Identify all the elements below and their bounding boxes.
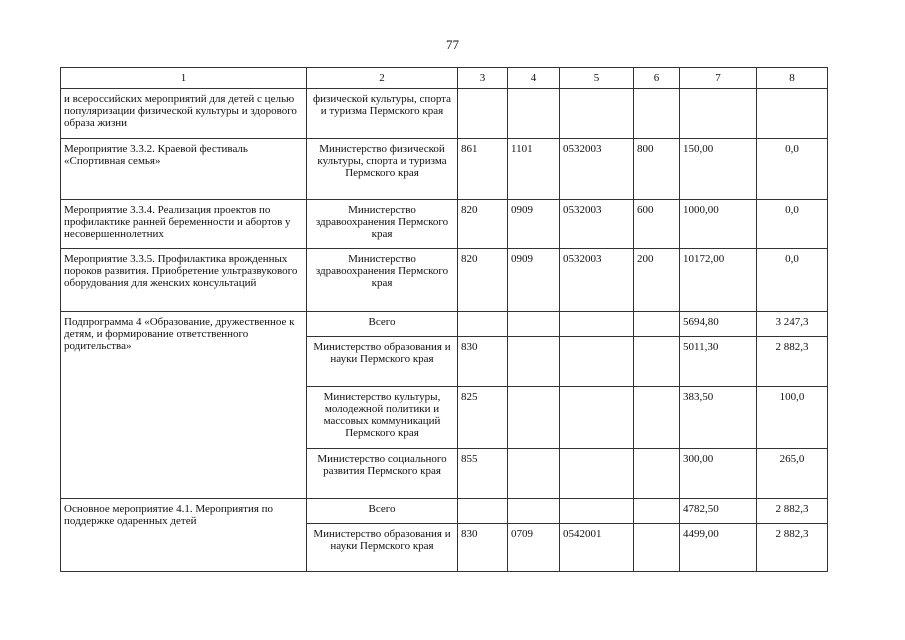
admin-code-cell [458, 312, 508, 337]
executor-cell: Всего [307, 499, 458, 524]
column-header: 4 [508, 68, 560, 89]
amount-2-cell: 3 247,3 [757, 312, 828, 337]
amount-cell: 383,50 [680, 387, 757, 449]
expense-type-cell: 200 [634, 249, 680, 312]
admin-code-cell: 861 [458, 139, 508, 200]
activity-name-cell: Мероприятие 3.3.5. Профилактика врожденных пороков развития. Приобретение ультразвукового оборудования для женских консультаций [61, 249, 307, 312]
section-code-cell [508, 449, 560, 499]
column-header: 7 [680, 68, 757, 89]
expense-type-cell [634, 387, 680, 449]
amount-2-cell: 0,0 [757, 139, 828, 200]
target-article-cell: 0532003 [560, 249, 634, 312]
expense-type-cell [634, 449, 680, 499]
activity-name-cell: Мероприятие 3.3.4. Реализация проектов по профилактике ранней беременности и абортов у несовершеннолетних [61, 200, 307, 249]
amount-2-cell: 2 882,3 [757, 524, 828, 572]
section-code-cell [508, 312, 560, 337]
column-header: 3 [458, 68, 508, 89]
activity-name-cell: Основное мероприятие 4.1. Мероприятия по поддержке одаренных детей [61, 499, 307, 572]
target-article-cell [560, 89, 634, 139]
expense-type-cell: 800 [634, 139, 680, 200]
admin-code-cell: 820 [458, 249, 508, 312]
target-article-cell: 0542001 [560, 524, 634, 572]
executor-cell: Всего [307, 312, 458, 337]
target-article-cell [560, 312, 634, 337]
executor-cell: Министерство образования и науки Пермского края [307, 524, 458, 572]
table-row [61, 139, 828, 200]
amount-2-cell: 2 882,3 [757, 337, 828, 387]
table-row [61, 200, 828, 249]
amount-cell [680, 89, 757, 139]
amount-cell: 150,00 [680, 139, 757, 200]
activity-name-cell: и всероссийских мероприятий для детей с целью популяризации физической культуры и здорового образа жизни [61, 89, 307, 139]
budget-table [60, 67, 828, 572]
amount-cell: 4782,50 [680, 499, 757, 524]
section-code-cell: 0909 [508, 249, 560, 312]
admin-code-cell: 855 [458, 449, 508, 499]
amount-cell: 5694,80 [680, 312, 757, 337]
expense-type-cell [634, 312, 680, 337]
amount-cell: 4499,00 [680, 524, 757, 572]
target-article-cell: 0532003 [560, 200, 634, 249]
executor-cell: Министерство здравоохранения Пермского края [307, 249, 458, 312]
table-row [61, 312, 828, 337]
section-code-cell: 0709 [508, 524, 560, 572]
amount-cell: 10172,00 [680, 249, 757, 312]
amount-2-cell [757, 89, 828, 139]
executor-cell: физической культуры, спорта и туризма Пермского края [307, 89, 458, 139]
table-header-row [61, 68, 828, 89]
table-row [61, 89, 828, 139]
amount-2-cell: 2 882,3 [757, 499, 828, 524]
section-code-cell: 1101 [508, 139, 560, 200]
expense-type-cell: 600 [634, 200, 680, 249]
section-code-cell: 0909 [508, 200, 560, 249]
expense-type-cell [634, 499, 680, 524]
executor-cell: Министерство культуры, молодежной политики и массовых коммуникаций Пермского края [307, 387, 458, 449]
admin-code-cell: 830 [458, 524, 508, 572]
column-header: 1 [61, 68, 307, 89]
section-code-cell [508, 89, 560, 139]
section-code-cell [508, 337, 560, 387]
admin-code-cell: 825 [458, 387, 508, 449]
table-row [61, 249, 828, 312]
target-article-cell: 0532003 [560, 139, 634, 200]
expense-type-cell [634, 524, 680, 572]
section-code-cell [508, 387, 560, 449]
table-row [61, 499, 828, 524]
admin-code-cell: 820 [458, 200, 508, 249]
target-article-cell [560, 449, 634, 499]
expense-type-cell [634, 89, 680, 139]
amount-2-cell: 100,0 [757, 387, 828, 449]
amount-2-cell: 0,0 [757, 200, 828, 249]
amount-2-cell: 0,0 [757, 249, 828, 312]
executor-cell: Министерство социального развития Пермского края [307, 449, 458, 499]
page-number: 77 [446, 37, 459, 52]
expense-type-cell [634, 337, 680, 387]
admin-code-cell: 830 [458, 337, 508, 387]
target-article-cell [560, 337, 634, 387]
admin-code-cell [458, 499, 508, 524]
program-name-cell: Подпрограмма 4 «Образование, дружественное к детям, и формирование ответственного родительства» [61, 312, 307, 499]
amount-cell: 5011,30 [680, 337, 757, 387]
target-article-cell [560, 387, 634, 449]
column-header: 8 [757, 68, 828, 89]
target-article-cell [560, 499, 634, 524]
executor-cell: Министерство физической культуры, спорта и туризма Пермского края [307, 139, 458, 200]
amount-cell: 1000,00 [680, 200, 757, 249]
section-code-cell [508, 499, 560, 524]
amount-cell: 300,00 [680, 449, 757, 499]
activity-name-cell: Мероприятие 3.3.2. Краевой фестиваль «Спортивная семья» [61, 139, 307, 200]
column-header: 2 [307, 68, 458, 89]
executor-cell: Министерство образования и науки Пермского края [307, 337, 458, 387]
column-header: 6 [634, 68, 680, 89]
amount-2-cell: 265,0 [757, 449, 828, 499]
column-header: 5 [560, 68, 634, 89]
admin-code-cell [458, 89, 508, 139]
executor-cell: Министерство здравоохранения Пермского края [307, 200, 458, 249]
